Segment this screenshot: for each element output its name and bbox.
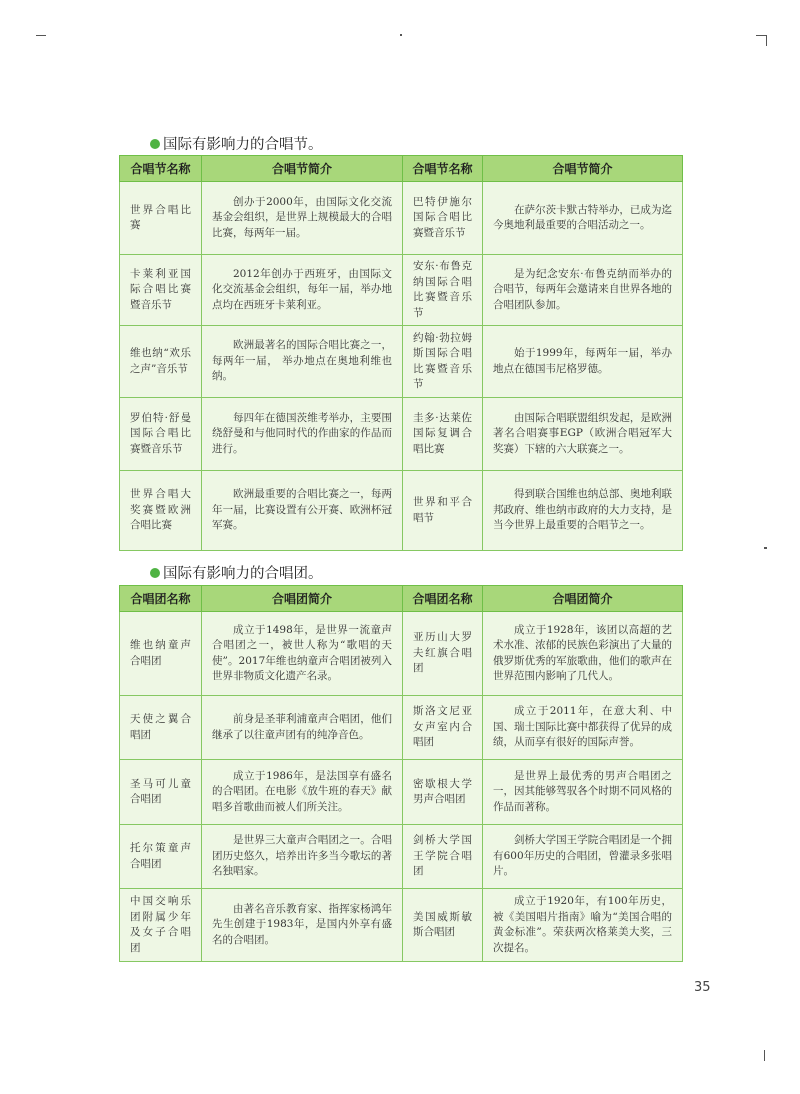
festival-name: 卡莱利亚国际合唱比赛暨音乐节 xyxy=(120,255,202,326)
column-header: 合唱节简介 xyxy=(483,156,683,182)
crop-mark-top-right-h xyxy=(756,35,766,36)
choir-description: 成立于2011年，在意大利、中国、瑞士国际比赛中都获得了优异的成绩，从而享有很好的国际声誉。 xyxy=(483,696,683,760)
festival-name: 安东·布鲁克纳国际合唱比赛暨音乐节 xyxy=(403,255,483,326)
festival-description: 欧洲最重要的合唱比赛之一，每两年一届，比赛设置有公开赛、欧洲杯冠军赛。 xyxy=(202,471,403,551)
section-title-text: 国际有影响力的合唱团。 xyxy=(163,566,323,582)
festival-name: 世界合唱比赛 xyxy=(120,182,202,255)
festival-description: 是为纪念安东·布鲁克纳而举办的合唱节，每两年会邀请来自世界各地的合唱团队参加。 xyxy=(483,255,683,326)
table-row xyxy=(120,255,683,326)
column-header: 合唱节名称 xyxy=(403,156,483,182)
festival-name: 罗伯特·舒曼国际合唱比赛暨音乐节 xyxy=(120,398,202,471)
festival-name: 世界合唱大奖赛暨欧洲合唱比赛 xyxy=(120,471,202,551)
choir-name: 剑桥大学国王学院合唱团 xyxy=(403,825,483,889)
choir-name: 托尔策童声合唱团 xyxy=(120,825,202,889)
section-title-choral-festivals xyxy=(150,133,323,154)
festival-description: 由国际合唱联盟组织发起，是欧洲著名合唱赛事EGP（欧洲合唱冠军大奖赛）下辖的六大联赛之一。 xyxy=(483,398,683,471)
crop-mark-top-left xyxy=(36,35,46,36)
table-header-row xyxy=(120,586,683,612)
choir-name: 圣马可儿童合唱团 xyxy=(120,760,202,825)
choir-description: 由著名音乐教育家、指挥家杨鸿年先生创建于1983年，是国内外享有盛名的合唱团。 xyxy=(202,889,403,962)
column-header: 合唱节名称 xyxy=(120,156,202,182)
festival-name: 约翰·勃拉姆斯国际合唱比赛暨音乐节 xyxy=(403,326,483,398)
choir-description: 成立于1498年，是世界一流童声合唱团之一，被世人称为“歌唱的天使”。2017年维也纳童声合唱团被列入世界非物质文化遗产名录。 xyxy=(202,612,403,696)
table-header-row xyxy=(120,156,683,182)
choir-description: 是世界上最优秀的男声合唱团之一，因其能够驾驭各个时期不同风格的作品而著称。 xyxy=(483,760,683,825)
choir-name: 亚历山大罗夫红旗合唱团 xyxy=(403,612,483,696)
festival-description: 始于1999年，每两年一届，举办地点在德国韦尼格罗德。 xyxy=(483,326,683,398)
festival-description: 欧洲最著名的国际合唱比赛之一，每两年一届， 举办地点在奥地利维也纳。 xyxy=(202,326,403,398)
table-row xyxy=(120,889,683,962)
bullet-icon xyxy=(150,139,160,149)
crop-mark-top-right-v xyxy=(766,35,767,46)
column-header: 合唱团简介 xyxy=(483,586,683,612)
festival-name: 世界和平合唱节 xyxy=(403,471,483,551)
table-row xyxy=(120,696,683,760)
festival-name: 圭多·达莱佐国际复调合唱比赛 xyxy=(403,398,483,471)
choir-description: 成立于1986年，是法国享有盛名的合唱团。在电影《放牛班的春天》献唱多首歌曲而被人们所关注。 xyxy=(202,760,403,825)
table-row xyxy=(120,182,683,255)
table-row xyxy=(120,760,683,825)
column-header: 合唱节简介 xyxy=(202,156,403,182)
table-row xyxy=(120,825,683,889)
crop-mark-top-center xyxy=(400,34,402,36)
crop-mark-right-middle xyxy=(764,547,767,549)
column-header: 合唱团名称 xyxy=(120,586,202,612)
section-title-choirs xyxy=(150,562,323,583)
table-row xyxy=(120,471,683,551)
festival-name: 巴特伊施尔国际合唱比赛暨音乐节 xyxy=(403,182,483,255)
choir-name: 天使之翼合唱团 xyxy=(120,696,202,760)
choir-description: 成立于1928年，该团以高超的艺术水准、浓郁的民族色彩演出了大量的俄罗斯优秀的军旅歌曲，他们的歌声在世界范围内影响了几代人。 xyxy=(483,612,683,696)
festival-name: 维也纳“欢乐之声”音乐节 xyxy=(120,326,202,398)
festival-description: 每四年在德国茨维考举办，主要围绕舒曼和与他同时代的作曲家的作品而进行。 xyxy=(202,398,403,471)
column-header: 合唱团简介 xyxy=(202,586,403,612)
choir-description: 是世界三大童声合唱团之一。合唱团历史悠久，培养出许多当今歌坛的著名独唱家。 xyxy=(202,825,403,889)
choir-description: 前身是圣菲利浦童声合唱团，他们继承了以往童声团有的纯净音色。 xyxy=(202,696,403,760)
festival-description: 在萨尔茨卡默古特举办，已成为迄今奥地利最重要的合唱活动之一。 xyxy=(483,182,683,255)
crop-mark-bottom-right xyxy=(764,1050,765,1061)
choir-name: 中国交响乐团附属少年及女子合唱团 xyxy=(120,889,202,962)
choir-description: 成立于1920年，有100年历史，被《美国唱片指南》喻为“美国合唱的黄金标准”。荣获两次格莱美大奖，三次提名。 xyxy=(483,889,683,962)
table-row xyxy=(120,398,683,471)
choir-table xyxy=(119,585,683,962)
festival-description: 2012年创办于西班牙，由国际文化交流基金会组织，每年一届，举办地点均在西班牙卡莱利亚。 xyxy=(202,255,403,326)
choral-festival-table xyxy=(119,155,683,551)
choir-name: 美国威斯敏斯合唱团 xyxy=(403,889,483,962)
choir-description: 剑桥大学国王学院合唱团是一个拥有600年历史的合唱团，曾灌录多张唱片。 xyxy=(483,825,683,889)
section-title-text: 国际有影响力的合唱节。 xyxy=(163,137,323,153)
column-header: 合唱团名称 xyxy=(403,586,483,612)
bullet-icon xyxy=(150,568,160,578)
choir-name: 密歇根大学男声合唱团 xyxy=(403,760,483,825)
choir-name: 维也纳童声合唱团 xyxy=(120,612,202,696)
table-row xyxy=(120,612,683,696)
table-row xyxy=(120,326,683,398)
festival-description: 得到联合国维也纳总部、奥地利联邦政府、维也纳市政府的大力支持，是当今世界上最重要的合唱节之一。 xyxy=(483,471,683,551)
page-number: 35 xyxy=(694,980,711,995)
choir-name: 斯洛文尼亚女声室内合唱团 xyxy=(403,696,483,760)
festival-description: 创办于2000年，由国际文化交流基金会组织，是世界上规模最大的合唱比赛，每两年一届。 xyxy=(202,182,403,255)
